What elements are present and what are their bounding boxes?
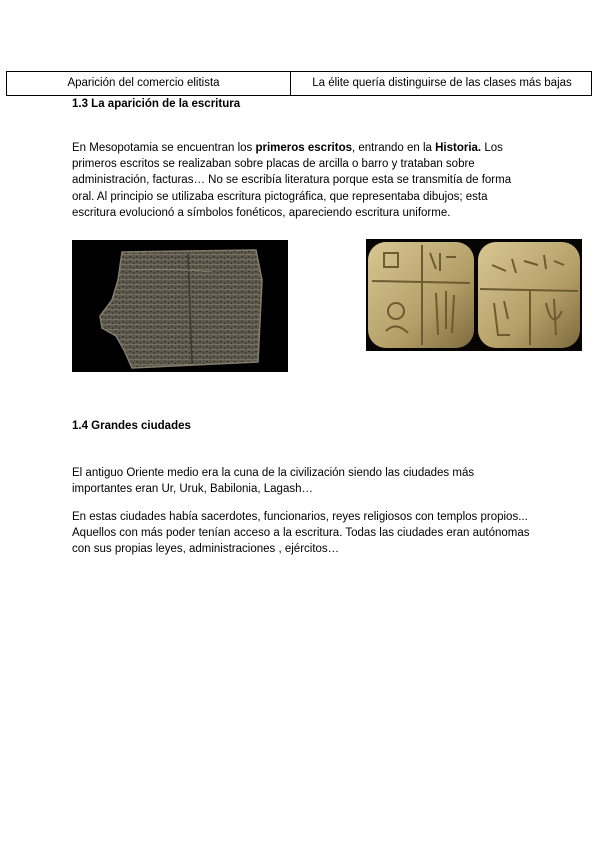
bold-text-historia: Historia.	[435, 142, 482, 154]
summary-table-row	[6, 71, 592, 96]
pictographic-tablets-image	[366, 239, 582, 351]
paragraph-writing	[72, 140, 532, 221]
bold-text-primeros-escritos: primeros escritos	[255, 142, 352, 154]
table-cell-right: La élite quería distinguirse de las clases más bajas	[312, 77, 572, 89]
paragraph-cities-2: En estas ciudades había sacerdotes, funcionarios, reyes religiosos con templos propios... Aquellos con más poder tenían acceso a la escritura. Todas las ciudades eran autónomas con sus propias leyes, administraciones , ejércitos…	[72, 511, 530, 556]
paragraph-cities-1: El antiguo Oriente medio era la cuna de la civilización siendo las ciudades más importantes eran Ur, Uruk, Babilonia, Lagash…	[72, 467, 475, 496]
section-heading-writing: 1.3 La aparición de la escritura	[72, 98, 241, 110]
text-run: , entrando en la	[351, 142, 436, 154]
table-cell-left: Aparición del comercio elitista	[7, 72, 291, 95]
section-heading-cities: 1.4 Grandes ciudades	[72, 420, 191, 432]
text-run: Los primeros escritos se realizaban sobre placas de arcilla o barro y trataban sobre administración, facturas… No se escribía literatura porque esta se transmitía de forma oral. Al principio se utilizaba escritura pictográfica, que representaba dibujos; esta escritura evolucionó a símbolos fonéticos, apareciendo escritura uniforme.	[72, 142, 512, 219]
text-run: En Mesopotamia se encuentran los	[72, 142, 256, 154]
cuneiform-tablet-image	[72, 240, 288, 372]
